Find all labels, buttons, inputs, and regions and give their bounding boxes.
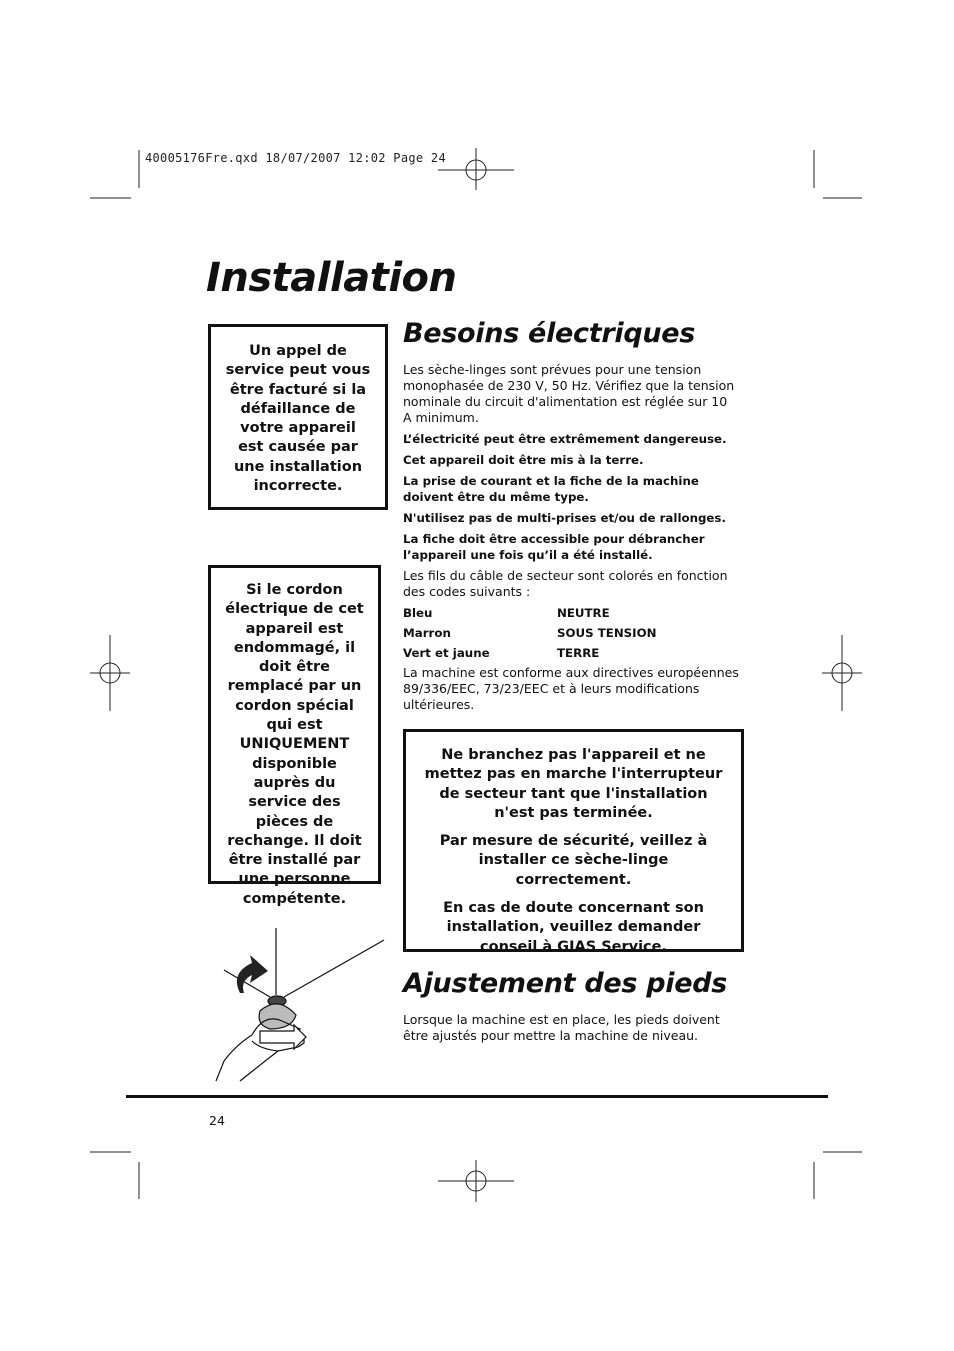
power-cord-warning-text: Si le cordon électrique de cet appareil est endommagé, il doit être remplacé par un cordon spécial qui est UNIQUEMENT disponible auprès du service des pièces de rechange. Il doit être installé par une personne compétente. [225, 582, 364, 907]
wire-meaning: SOUS TENSION [557, 626, 657, 640]
installation-safety-box [403, 729, 744, 955]
wire-color: Vert et jaune [403, 646, 490, 660]
footer-rule [126, 1095, 828, 1098]
electrical-intro: Les sèche-linges sont prévues pour une tension monophasée de 230 V, 50 Hz. Vérifiez que la tension nominale du circuit d'alimentation est réglée sur 10 A minimum. [403, 362, 735, 425]
safety-paragraph: Ne branchez pas l'appareil et ne mettez pas en marche l'interrupteur de secteur tant que l'installation n'est pas terminée. [424, 747, 723, 821]
electrical-warning: La fiche doit être accessible pour débrancher l’appareil une fois qu’il a été installé. [403, 532, 705, 562]
wire-code-row [403, 625, 739, 641]
wire-meaning: NEUTRE [557, 606, 610, 620]
wire-color: Bleu [403, 606, 433, 620]
wire-color: Marron [403, 626, 451, 640]
electrical-warning: N'utilisez pas de multi-prises et/ou de rallonges. [403, 511, 726, 525]
service-charge-warning-box [208, 324, 388, 510]
electrical-requirements-body [403, 362, 739, 718]
electrical-warning: Cet appareil doit être mis à la terre. [403, 453, 644, 467]
wire-codes-intro: Les fils du câble de secteur sont colorés en fonction des codes suivants : [403, 568, 728, 599]
page-title: Installation [206, 255, 457, 301]
wire-code-row [403, 645, 739, 661]
feet-adjustment-heading: Ajustement des pieds [403, 968, 728, 999]
foot-adjustment-illustration [200, 925, 390, 1085]
service-charge-warning-text: Un appel de service peut vous être facturé si la défaillance de votre appareil est causée par une installation incorrecte. [225, 343, 371, 495]
file-slug: 40005176Fre.qxd 18/07/2007 12:02 Page 24 [145, 151, 446, 165]
registration-mark-bottom [438, 1160, 514, 1202]
feet-adjustment-text: Lorsque la machine est en place, les pieds doivent être ajustés pour mettre la machine de niveau. [403, 1012, 720, 1043]
page-number: 24 [209, 1113, 225, 1128]
registration-mark-left [90, 635, 130, 711]
electrical-warning: L’électricité peut être extrêmement dangereuse. [403, 432, 727, 446]
registration-mark-right [822, 635, 862, 711]
electrical-requirements-heading: Besoins électriques [403, 318, 696, 349]
electrical-warning: La prise de courant et la fiche de la machine doivent être du même type. [403, 474, 699, 504]
safety-paragraph: En cas de doute concernant son installation, veuillez demander conseil à GIAS Service. [443, 900, 704, 955]
power-cord-warning-box [208, 565, 381, 907]
wire-code-row [403, 605, 739, 621]
conformity-text: La machine est conforme aux directives européennes 89/336/EEC, 73/23/EEC et à leurs modifications ultérieures. [403, 665, 739, 712]
safety-paragraph: Par mesure de sécurité, veillez à installer ce sèche-linge correctement. [439, 833, 708, 888]
registration-mark-top [438, 148, 514, 190]
wire-meaning: TERRE [557, 646, 600, 660]
